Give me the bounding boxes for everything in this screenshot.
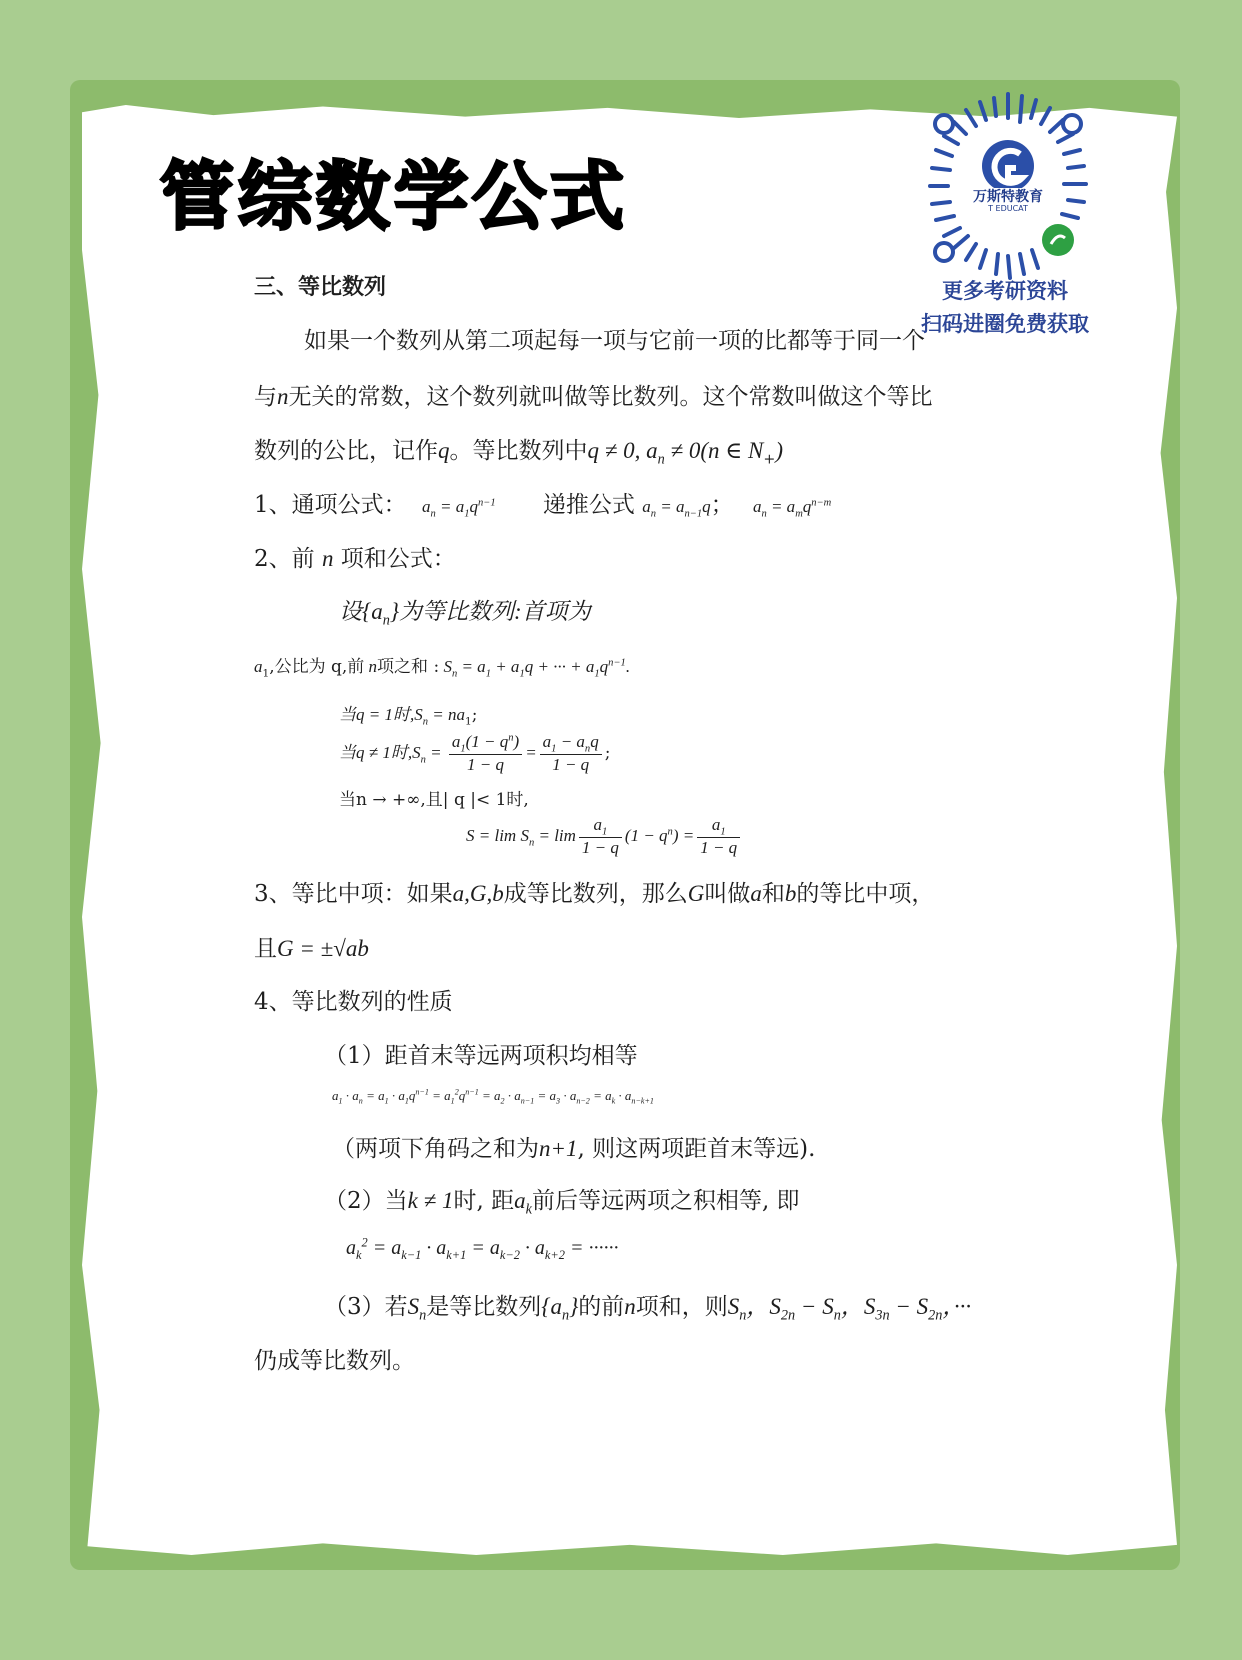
- qr-caption-2: 扫码进圈免费获取: [921, 311, 1089, 336]
- qr-caption-1: 更多考研资料: [942, 278, 1068, 303]
- qr-code[interactable]: [908, 88, 1108, 288]
- item4-property-3: （3）若$S_n$是等比数列$\{a_n\}$的前n项和，则$S_n$，$S_{2n} - S_n$，$S_{3n} - S_{2n}$，···: [324, 1294, 972, 1324]
- qr-brand-label: 万斯特教育: [973, 189, 1043, 205]
- definition-line-3: 数列的公比，记作q。等比数列中q ≠ 0, $a_n \ne 0(n$ ∈ $N_+$): [254, 438, 784, 468]
- item3-formula: 且G = ±√ab: [254, 936, 369, 962]
- item2-limit-formula: $S = \lim S_n = \lim$ $\frac{a_1}{1 - q}$ $(1 - q^n)$ = $\frac{a_1}{1 - q}$: [466, 815, 743, 858]
- definition-line-2: 与n无关的常数，这个数列就叫做等比数列。这个常数叫做这个等比: [254, 384, 933, 410]
- item2-sum-formula: $a_1$,公比为 q,前 n项之和 : $S_n = a_1 + a_1q$ + ··· + $a_1q^{n-1}$.: [254, 657, 631, 680]
- item3-geometric-mean: 3、等比中项：如果a,G,b成等比数列，那么G叫做a和b的等比中项，: [254, 881, 935, 907]
- item4-property-2-formula: $a_k^2 = a_{k-1} \cdot a_{k+1} = a_{k-2} \cdot a_{k+2}$ = ······: [346, 1235, 619, 1262]
- item2-case-infinity: 当n → +∞,且| q |< 1时,: [339, 790, 529, 810]
- item4-property-3-end: 仍成等比数列。: [254, 1348, 415, 1374]
- item4-property-2: （2）当k ≠ 1时, 距$a_k$前后等远两项之积相等, 即: [324, 1188, 800, 1218]
- item4-heading: 4、等比数列的性质: [254, 989, 453, 1015]
- item2-case-qne1: 当q ≠ 1时$,S_n$ = $\frac{a_1(1 - q^n)}{1 - q}$ = $\frac{a_1 - a_nq}{1 - q}$ ;: [339, 732, 611, 775]
- item4-property-1-note: （两项下角码之和为n+1, 则这两项距首末等远).: [332, 1136, 816, 1162]
- definition-line-1: 如果一个数列从第二项起每一项与它前一项的比都等于同一个: [304, 328, 925, 354]
- item2-set-line: 设$\{a_n\}$为等比数列:首项为: [339, 599, 591, 629]
- item2-sum-heading: 2、前 n 项和公式：: [254, 546, 456, 572]
- item2-case-q1: 当q = 1时$,S_n = na_1$;: [339, 705, 478, 728]
- item1-general-term: 1、通项公式： $a_n = a_1q^{n-1}$ 递推公式 $a_n = a_{n-1}q$； $a_n = a_mq^{n-m}$: [254, 492, 832, 520]
- qr-brand-sub: T EDUCAT: [988, 204, 1028, 213]
- section-heading: 三、等比数列: [254, 275, 387, 300]
- item4-property-1-formula: $a_1 \cdot a_n = a_1 \cdot a_1q^{n-1} = a_1^2q^{n-1} = a_2 \cdot a_{n-1} = a_3 \cdot a_{n-2} = a_k \cdot a_{n-k+1}$: [332, 1088, 654, 1106]
- item4-property-1: （1）距首末等远两项积均相等: [324, 1043, 638, 1069]
- page-title: 管综数学公式: [160, 154, 628, 240]
